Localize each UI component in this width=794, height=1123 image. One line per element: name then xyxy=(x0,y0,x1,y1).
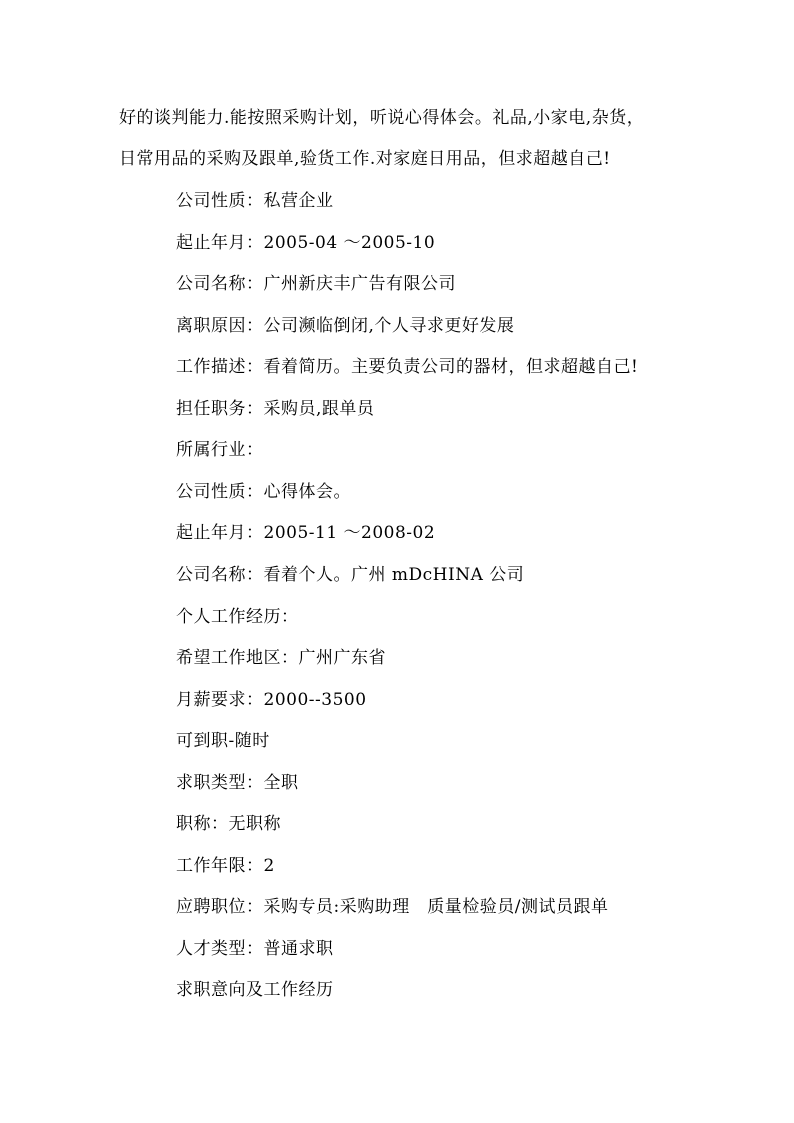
job-description: 工作描述：看着简历。主要负责公司的器材，但求超越自己! xyxy=(176,357,639,377)
company-name-2: 公司名称：看着个人。广州 mDcHINA 公司 xyxy=(176,565,525,585)
section-heading-job-intent: 求职意向及工作经历 xyxy=(176,980,334,1000)
work-history-heading: 个人工作经历： xyxy=(176,607,299,627)
job-type: 求职类型：全职 xyxy=(176,773,299,793)
intro-paragraph-line-2: 日常用品的采购及跟单,验货工作.对家庭日用品，但求超越自己! xyxy=(119,149,611,169)
applied-position: 应聘职位：采购专员:采购助理 质量检验员/测试员跟单 xyxy=(176,897,609,917)
desired-location: 希望工作地区：广州广东省 xyxy=(176,648,386,668)
company-type-1: 公司性质：私营企业 xyxy=(176,191,334,211)
salary-requirement: 月薪要求：2000--3500 xyxy=(176,690,367,710)
company-name-1: 公司名称：广州新庆丰广告有限公司 xyxy=(176,274,456,294)
availability: 可到职-随时 xyxy=(176,731,270,751)
professional-title: 职称：无职称 xyxy=(176,814,281,834)
intro-paragraph-line-1: 好的谈判能力.能按照采购计划，听说心得体会。礼品,小家电,杂货， xyxy=(119,108,645,128)
leave-reason: 离职原因：公司濒临倒闭,个人寻求更好发展 xyxy=(176,316,515,336)
period-2: 起止年月：2005-11 ～2008-02 xyxy=(176,523,436,543)
talent-type: 人才类型：普通求职 xyxy=(176,939,334,959)
job-title: 担任职务：采购员,跟单员 xyxy=(176,399,375,419)
years-of-experience: 工作年限：2 xyxy=(176,856,275,876)
industry: 所属行业： xyxy=(176,440,264,460)
company-type-2: 公司性质：心得体会。 xyxy=(176,482,351,502)
period-1: 起止年月：2005-04 ～2005-10 xyxy=(176,233,436,253)
